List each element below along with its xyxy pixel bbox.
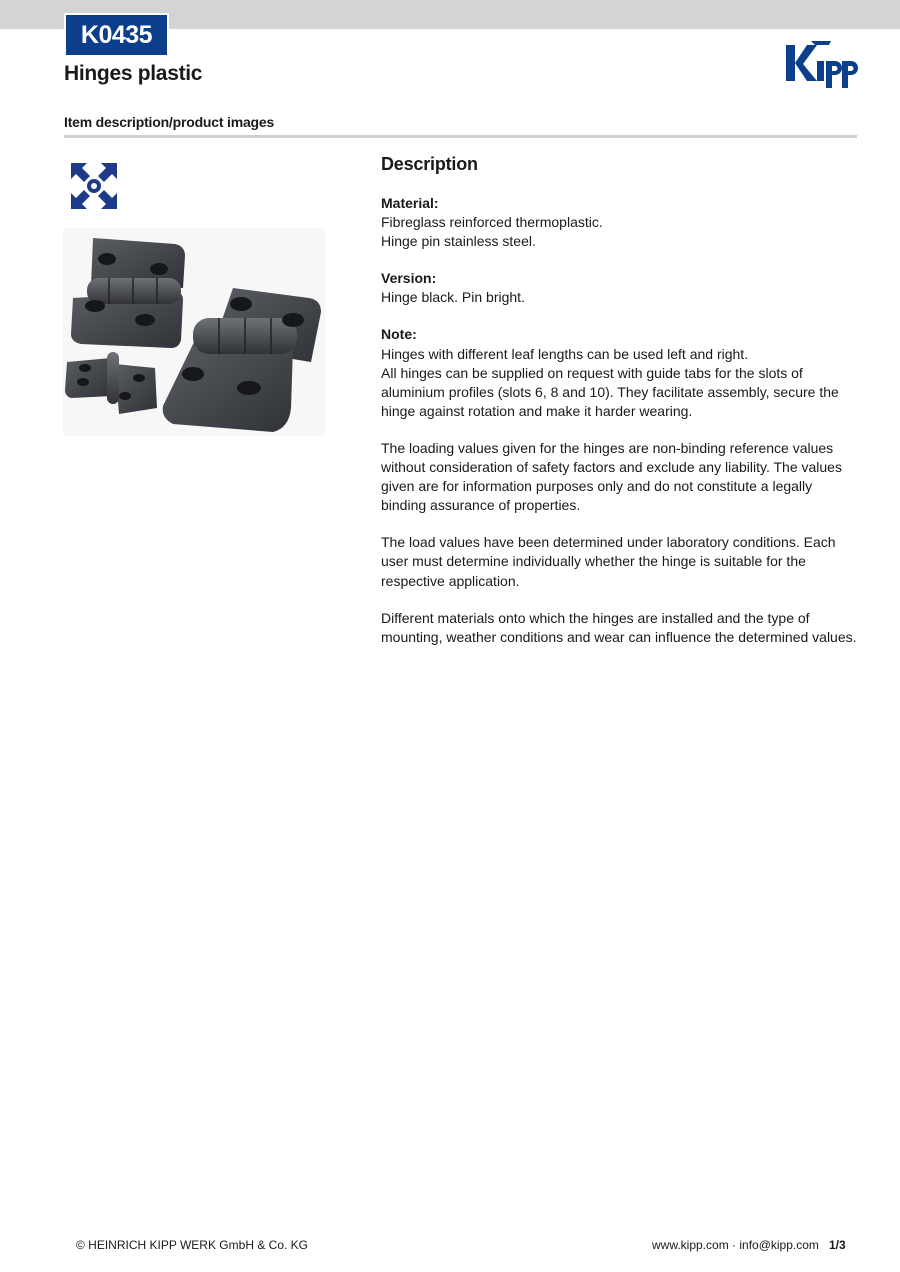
material-line: Fibreglass reinforced thermoplastic. — [381, 214, 603, 231]
material-line: Hinge pin stainless steel. — [381, 233, 536, 250]
laboratory-paragraph: The load values have been determined under laboratory conditions. Each user must determine individually whether the hinge is suitable for the respective application. — [381, 534, 836, 589]
page-number: 1/3 — [829, 1238, 846, 1252]
kipp-logo — [783, 37, 859, 93]
expand-arrows-icon[interactable] — [69, 161, 119, 211]
item-code-badge: K0435 — [64, 13, 169, 57]
material-block — [381, 194, 857, 251]
version-text: Hinge black. Pin bright. — [381, 289, 525, 306]
description-title: Description — [381, 154, 478, 174]
note-label: Note: — [381, 326, 417, 343]
section-heading: Item description/product images — [64, 114, 275, 130]
materials-paragraph: Different materials onto which the hinges are installed and the type of mounting, weather conditions and wear can influence the determined values. — [381, 609, 857, 645]
page-title: Hinges plastic — [64, 62, 203, 85]
note-line: Hinges with different leaf lengths can be used left and right. — [381, 345, 749, 362]
version-label: Version: — [381, 270, 437, 287]
disclaimer-paragraph: The loading values given for the hinges are non-binding reference values without consideration of safety factors and exclude any liability. The values given are for information purposes only and do not constitute a legally binding assurance of properties. — [381, 439, 842, 514]
footer-contact[interactable]: www.kipp.com · info@kipp.com — [652, 1238, 819, 1252]
note-block — [381, 325, 857, 420]
material-label: Material: — [381, 195, 439, 211]
note-line: All hinges can be supplied on request with guide tabs for the slots of aluminium profiles (slots 6, 8 and 10). They facilitate assembly, secure the hinge against rotation and make it harder wearing. — [381, 364, 839, 419]
section-divider — [64, 135, 857, 138]
footer-copyright: © HEINRICH KIPP WERK GmbH & Co. KG — [76, 1238, 308, 1252]
version-block — [381, 269, 857, 307]
description-panel — [381, 153, 857, 665]
hinges-product-photo — [63, 228, 325, 436]
